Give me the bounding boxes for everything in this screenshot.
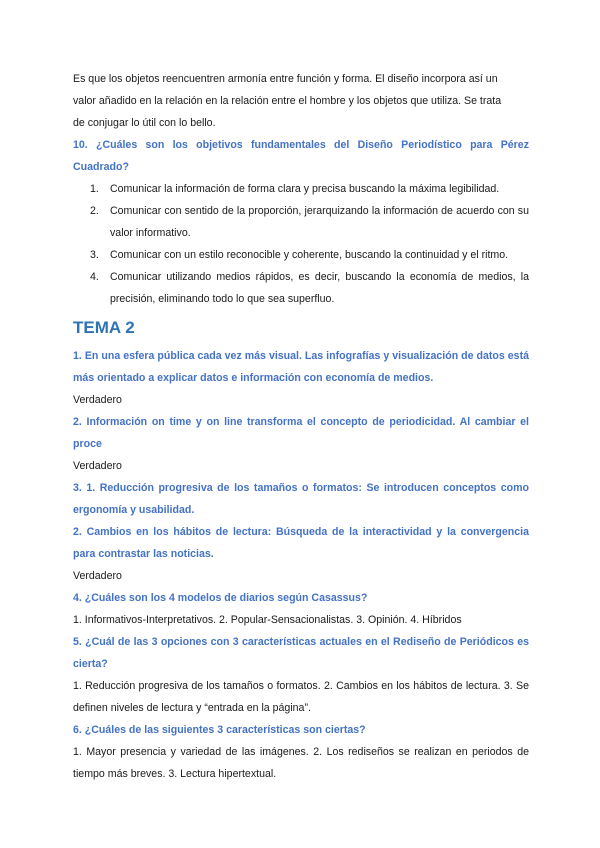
list-item	[73, 244, 529, 266]
list-text: Comunicar con sentido de la proporción, jerarquizando la información de acuerdo con su valor informativo.	[110, 205, 529, 239]
list-item	[73, 266, 529, 310]
question-text: 4. ¿Cuáles son los 4 modelos de diarios según Casassus?	[73, 592, 368, 604]
section-heading: TEMA 2	[73, 318, 135, 337]
question-text: 6. ¿Cuáles de las siguientes 3 características son ciertas?	[73, 724, 366, 736]
question-text: 2. Información on time y on line transforma el concepto de periodicidad. Al cambiar el proce	[73, 416, 529, 450]
list-number: 1.	[90, 183, 99, 195]
list-text: Comunicar la información de forma clara y precisa buscando la máxima legibilidad.	[110, 183, 500, 195]
answer-text: Verdadero	[73, 460, 122, 472]
answer-text: 1. Mayor presencia y variedad de las imágenes. 2. Los rediseños se realizan en periodos de tiempo más breves. 3. Lectura hipertextual.	[73, 746, 529, 780]
question-block	[73, 477, 529, 521]
answer-text: Verdadero	[73, 394, 122, 406]
objectives-list	[73, 178, 529, 310]
list-number: 3.	[90, 249, 99, 261]
list-number: 2.	[90, 205, 99, 217]
intro-line: valor añadido en la relación en la relación entre el hombre y los objetos que utiliza. Se trata	[73, 95, 502, 107]
answer-text: 1. Informativos-Interpretativos. 2. Popular-Sensacionalistas. 3. Opinión. 4. Híbridos	[73, 614, 462, 626]
question-text: 3. 1. Reducción progresiva de los tamaños o formatos: Se introducen conceptos como ergonomía y usabilidad.	[73, 482, 529, 516]
intro-line: Es que los objetos reencuentren armonía entre función y forma. El diseño incorpora así un	[73, 73, 498, 85]
intro-line: de conjugar lo útil con lo bello.	[73, 117, 216, 129]
page-content	[73, 68, 529, 785]
question-block	[73, 411, 529, 477]
question-text: 2. Cambios en los hábitos de lectura: Búsqueda de la interactividad y la convergencia para contrastar las noticias.	[73, 526, 529, 560]
question-text: 5. ¿Cuál de las 3 opciones con 3 características actuales en el Rediseño de Periódicos es cierta?	[73, 636, 529, 670]
intro-paragraph	[73, 68, 529, 134]
question-block	[73, 587, 529, 631]
list-item	[73, 200, 529, 244]
question-text: 1. En una esfera pública cada vez más visual. Las infografías y visualización de datos está más orientado a explicar datos e información con economía de medios.	[73, 350, 529, 384]
answer-text: 1. Reducción progresiva de los tamaños o formatos. 2. Cambios en los hábitos de lectura. 3. Se definen niveles de lectura y “entrada en la página”.	[73, 680, 529, 714]
question-10: 10. ¿Cuáles son los objetivos fundamentales del Diseño Periodístico para Pérez Cuadrado?	[73, 139, 529, 173]
question-block	[73, 719, 529, 785]
list-text: Comunicar utilizando medios rápidos, es decir, buscando la economía de medios, la precisión, eliminando todo lo que sea superfluo.	[110, 271, 529, 305]
question-block	[73, 521, 529, 587]
question-block	[73, 631, 529, 719]
question-block	[73, 345, 529, 411]
answer-text: Verdadero	[73, 570, 122, 582]
list-text: Comunicar con un estilo reconocible y coherente, buscando la continuidad y el ritmo.	[110, 249, 509, 261]
list-number: 4.	[90, 271, 99, 283]
list-item	[73, 178, 529, 200]
